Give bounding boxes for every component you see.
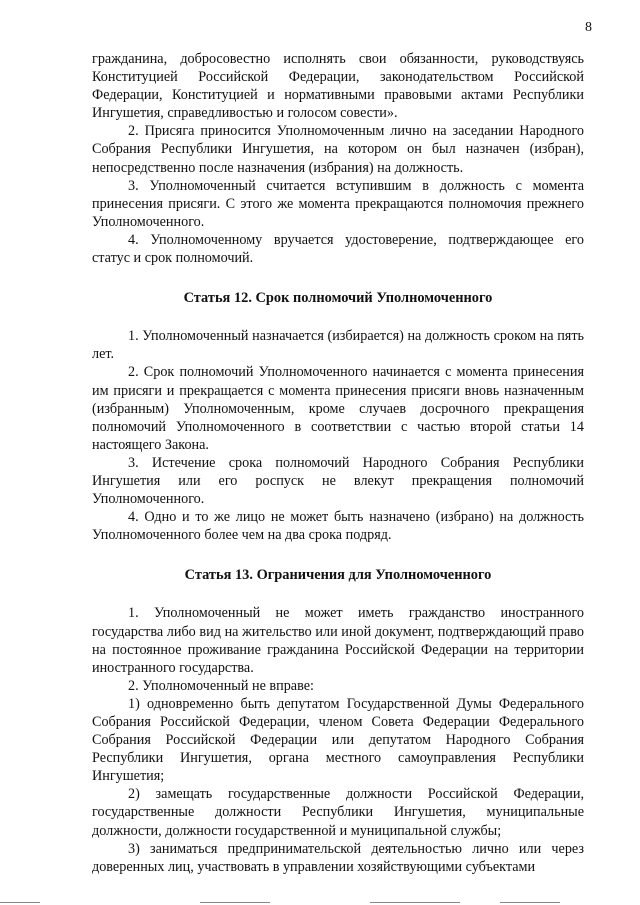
paragraph-13-2: 2. Уполномоченный не вправе:	[128, 677, 314, 694]
paragraph-12-4: 4. Одно и то же лицо не может быть назначено (избрано) на должность Уполномоченного более чем на два срока подряд.	[92, 509, 584, 544]
paragraph-12-1: 1. Уполномоченный назначается (избирается) на должность сроком на пять лет.	[92, 328, 584, 363]
paragraph-11-3: 3. Уполномоченный считается вступившим в должность с момента принесения присяги. С этого же момента прекращаются полномочия прежнего Уполномоченного.	[92, 177, 584, 230]
scan-artifacts	[0, 897, 640, 903]
paragraph-13-1: 1. Уполномоченный не может иметь гражданство иностранного государства либо вид на жительство или иной документ, подтверждающий право на постоянное проживание гражданина Российской Федерации на территории иностранного государства.	[92, 605, 584, 676]
paragraph-12-2: 2. Срок полномочий Уполномоченного начинается с момента принесения им присяги и прекращается с момента принесения присяги вновь назначенным (избранным) Уполномоченным, кроме случаев досрочного прекращения полномочий Уполномоченного в соответствии с частью второй статьи 14 настоящего Закона.	[92, 364, 584, 453]
paragraph-13-2-2: 2) замещать государственные должности Российской Федерации, государственные должности Республики Ингушетия, муниципальные должности, должности государственной и муниципальной службы;	[92, 786, 584, 839]
article-12-heading: Статья 12. Срок полномочий Уполномоченного	[183, 290, 493, 307]
article-13-heading: Статья 13. Ограничения для Уполномоченного	[184, 567, 492, 584]
paragraph-13-2-1: 1) одновременно быть депутатом Государственной Думы Федерального Собрания Российской Федерации, членом Совета Федерации Федерального Собрания Российской Федерации или депутатом Народного Собрания Республики Ингушетия, органа местного самоуправления Республики Ингушетия;	[92, 695, 584, 785]
paragraph-11-4: 4. Уполномоченному вручается удостоверение, подтверждающее его статус и срок полномочий.	[92, 231, 584, 267]
page-number: 8	[585, 20, 592, 35]
paragraph-11-2: 2. Присяга приносится Уполномоченным лично на заседании Народного Собрания Республики Ингушетия, на котором он был назначен (избран), непосредственно после назначения (избрания) на должность.	[92, 123, 584, 176]
paragraph-13-2-3: 3) заниматься предпринимательской деятельностью лично или через доверенных лиц, участвовать в управлении хозяйствующими субъектами	[92, 840, 584, 875]
paragraph-12-3: 3. Истечение срока полномочий Народного Собрания Республики Ингушетия или его роспуск не влекут прекращения полномочий Уполномоченного.	[92, 454, 584, 508]
page-body	[92, 50, 584, 876]
paragraph-continuation: гражданина, добросовестно исполнять свои обязанности, руководствуясь Конституцией Российской Федерации, законодательством Российской Федерации, Конституцией и нормативными правовыми актами Республики Ингушетия, справедливостью и голосом совести».	[92, 51, 584, 122]
